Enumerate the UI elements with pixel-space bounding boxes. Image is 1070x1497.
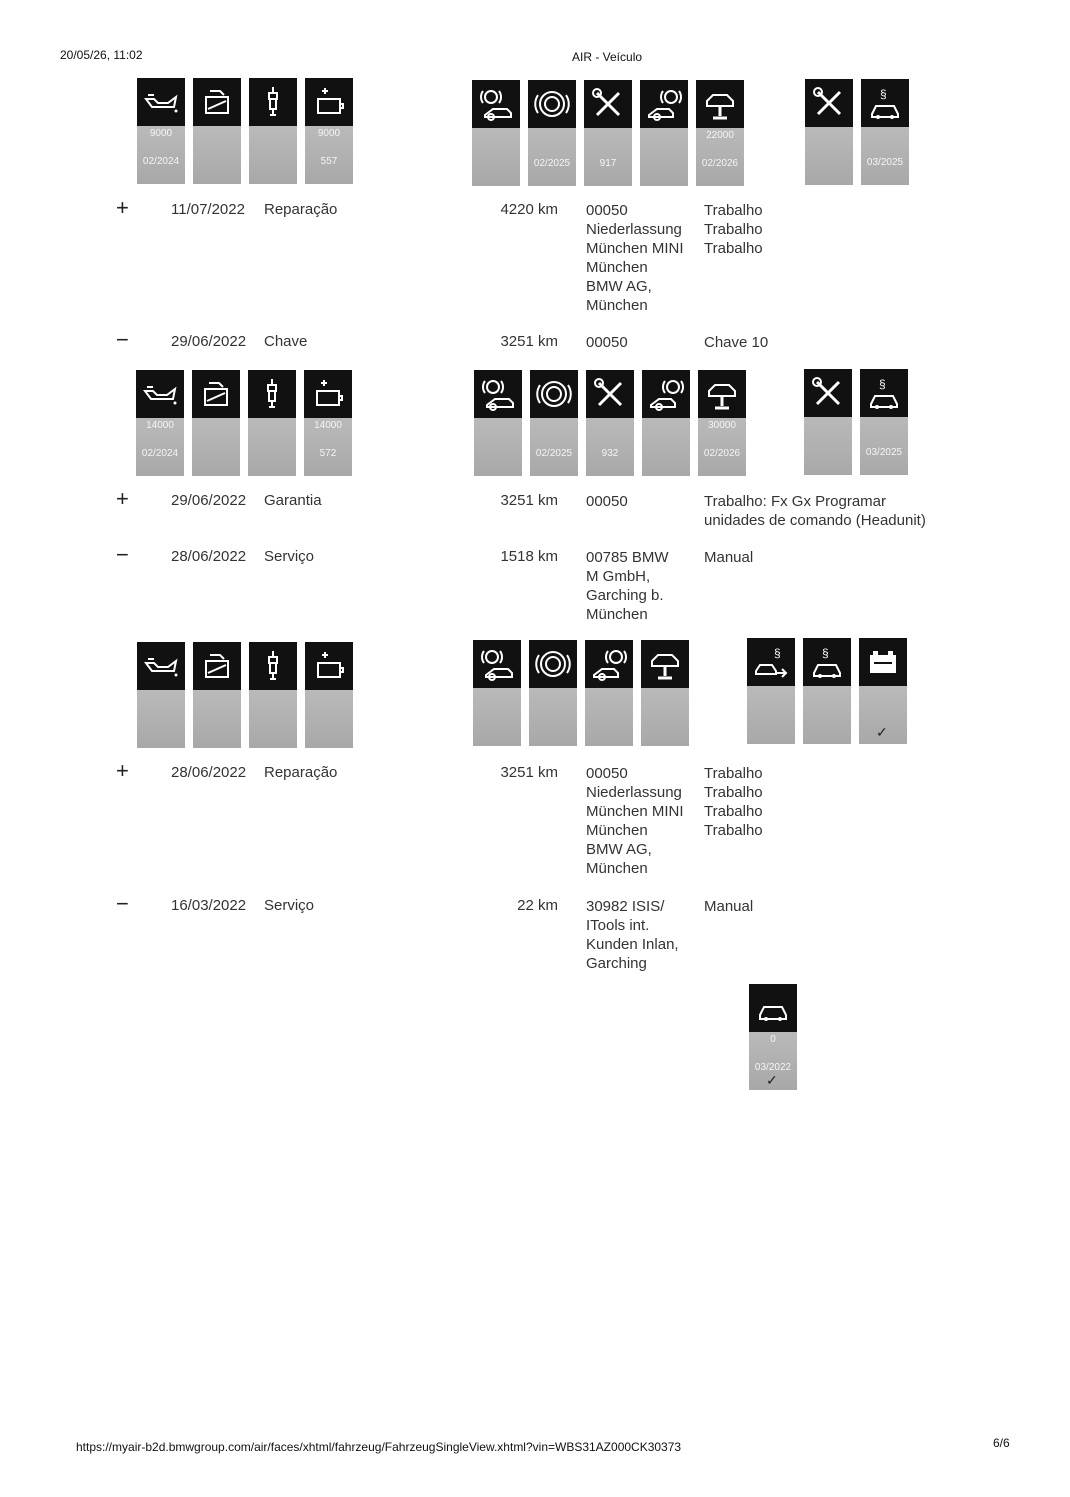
service-tile xyxy=(860,369,908,475)
tile-value: 22000 xyxy=(706,130,734,141)
entry-date: 29/06/2022 xyxy=(171,333,247,350)
service-tile xyxy=(805,79,853,185)
entry-details xyxy=(704,548,753,567)
spark-plug-icon xyxy=(249,642,297,690)
expand-toggle[interactable]: − xyxy=(116,891,129,916)
expand-toggle[interactable]: − xyxy=(116,542,129,567)
detail-line: Manual xyxy=(704,898,754,915)
detail-line: Trabalho xyxy=(704,803,763,820)
detail-line: Trabalho xyxy=(704,784,763,801)
service-tile xyxy=(472,80,520,186)
service-tile xyxy=(474,370,522,476)
svg-text:§: § xyxy=(774,646,781,660)
detail-line: Trabalho xyxy=(704,221,763,238)
service-tile-group xyxy=(137,642,361,748)
dealer-line: 00050 xyxy=(586,202,628,219)
service-tile xyxy=(249,78,297,184)
service-tile xyxy=(248,370,296,476)
dealer-line: München xyxy=(586,606,648,623)
checkmark: ✓ xyxy=(876,724,888,740)
tile-due: 557 xyxy=(320,156,338,167)
dealer-line: Niederlassung xyxy=(586,784,682,801)
service-tile xyxy=(641,640,689,746)
tile-due: 03/2025 xyxy=(866,157,904,168)
battery-icon xyxy=(305,78,353,126)
service-tile xyxy=(586,370,634,476)
service-tile xyxy=(528,80,576,186)
service-tile xyxy=(803,638,851,744)
tile-due: 917 xyxy=(599,158,617,169)
rear-brake-icon xyxy=(642,370,690,418)
entry-details xyxy=(704,897,753,916)
entry-date: 11/07/2022 xyxy=(171,201,245,218)
footer-url: https://myair-b2d.bmwgroup.com/air/faces/xhtml/fahrzeug/FahrzeugSingleView.xhtml?vin=WBS31AZ000CK30373 xyxy=(76,1440,682,1454)
entry-type: Garantia xyxy=(264,492,322,509)
tile-value: 0 xyxy=(770,1034,776,1045)
tile-due: 572 xyxy=(319,448,337,459)
dealer-line: München MINI xyxy=(586,240,684,257)
entry-details xyxy=(704,201,763,258)
print-datetime: 20/05/26, 11:02 xyxy=(60,48,143,62)
entry-mileage: 1518 km xyxy=(500,548,558,565)
battery-icon xyxy=(305,642,353,690)
brake-disc-icon xyxy=(530,370,578,418)
entry-type: Reparação xyxy=(264,764,338,781)
brake-fluid-icon xyxy=(193,78,241,126)
tile-due: 02/2024 xyxy=(141,448,179,459)
service-tile xyxy=(305,78,353,184)
tools-icon xyxy=(584,80,632,128)
service-tile xyxy=(137,642,185,748)
service-tile-group xyxy=(137,78,361,184)
dealer-line: 00050 xyxy=(586,493,628,510)
service-tile xyxy=(642,370,690,476)
dealer-line: Kunden Inlan, xyxy=(586,936,679,953)
svg-text:§: § xyxy=(879,377,886,391)
detail-line: Trabalho xyxy=(704,822,763,839)
service-tile-group xyxy=(473,640,697,746)
dealer-line: München xyxy=(586,297,648,314)
tile-due: 02/2026 xyxy=(703,448,741,459)
service-tile xyxy=(747,638,795,744)
service-tile xyxy=(584,80,632,186)
service-tile xyxy=(696,80,744,186)
dealer-line: BMW AG, xyxy=(586,278,652,295)
dealer-line: München xyxy=(586,822,648,839)
dealer-line: Garching b. xyxy=(586,587,664,604)
entry-dealer xyxy=(586,764,684,878)
service-tile xyxy=(804,369,852,475)
service-tile xyxy=(137,78,185,184)
entry-date: 29/06/2022 xyxy=(171,492,247,509)
entry-date: 28/06/2022 xyxy=(171,548,247,565)
tools-icon xyxy=(805,79,853,127)
dealer-line: Garching xyxy=(586,955,647,972)
oil-can-icon xyxy=(136,370,184,418)
expand-toggle[interactable]: − xyxy=(116,327,129,352)
tools-icon xyxy=(586,370,634,418)
entry-dealer xyxy=(586,201,684,315)
entry-mileage: 4220 km xyxy=(500,201,558,218)
detail-line: Trabalho: Fx Gx Programar xyxy=(704,493,886,510)
front-brake-icon xyxy=(473,640,521,688)
service-tile-group xyxy=(804,369,916,475)
car-lift-icon xyxy=(641,640,689,688)
dealer-line: 00050 xyxy=(586,334,628,351)
entry-date: 28/06/2022 xyxy=(171,764,247,781)
service-tile xyxy=(305,642,353,748)
dealer-line: 00050 xyxy=(586,765,628,782)
tile-value: 30000 xyxy=(708,420,736,431)
entry-details xyxy=(704,333,768,352)
entry-dealer xyxy=(586,897,679,973)
tile-due: 03/2022 xyxy=(754,1062,792,1073)
entry-mileage: 22 km xyxy=(517,897,558,914)
car-inspection-icon xyxy=(860,369,908,417)
dealer-line: Niederlassung xyxy=(586,221,682,238)
entry-dealer xyxy=(586,492,628,511)
tile-due: 932 xyxy=(601,448,619,459)
battery-service-icon xyxy=(859,638,907,686)
page-title: AIR - Veículo xyxy=(572,50,643,64)
dealer-line: München xyxy=(586,860,648,877)
service-tile-group xyxy=(136,370,360,476)
expand-toggle[interactable]: + xyxy=(116,486,129,511)
oil-can-icon xyxy=(137,78,185,126)
car-lift-icon xyxy=(696,80,744,128)
front-brake-icon xyxy=(474,370,522,418)
dealer-line: 00785 BMW xyxy=(586,549,669,566)
spark-plug-icon xyxy=(248,370,296,418)
tile-value: 14000 xyxy=(314,420,342,431)
tile-value: 14000 xyxy=(146,420,174,431)
service-tile xyxy=(529,640,577,746)
service-tile xyxy=(304,370,352,476)
service-tile xyxy=(192,370,240,476)
expand-toggle[interactable]: + xyxy=(116,195,129,220)
car-inspection-icon xyxy=(861,79,909,127)
service-tile xyxy=(473,640,521,746)
car-lift-icon xyxy=(698,370,746,418)
service-tile xyxy=(585,640,633,746)
service-tile xyxy=(193,78,241,184)
checkmark: ✓ xyxy=(766,1072,778,1088)
page-number: 6/6 xyxy=(993,1436,1010,1450)
brake-disc-icon xyxy=(528,80,576,128)
entry-type: Chave xyxy=(264,333,308,350)
tile-due: 02/2026 xyxy=(701,158,739,169)
svg-text:§: § xyxy=(880,87,887,101)
entry-details xyxy=(704,492,926,530)
entry-type: Reparação xyxy=(264,201,338,218)
svg-text:§: § xyxy=(822,646,829,660)
entry-details xyxy=(704,764,763,840)
entry-mileage: 3251 km xyxy=(500,764,558,781)
service-tile-group xyxy=(472,80,752,186)
detail-line: Trabalho xyxy=(704,765,763,782)
tile-due: 03/2025 xyxy=(865,447,903,458)
service-tile xyxy=(249,642,297,748)
tile-due: 02/2024 xyxy=(142,156,180,167)
entry-dealer xyxy=(586,333,628,352)
rear-brake-icon xyxy=(640,80,688,128)
service-tile xyxy=(640,80,688,186)
service-tile xyxy=(698,370,746,476)
service-tile xyxy=(530,370,578,476)
service-tile xyxy=(136,370,184,476)
detail-line: unidades de comando (Headunit) xyxy=(704,512,926,529)
entry-dealer xyxy=(586,548,669,624)
detail-line: Trabalho xyxy=(704,240,763,257)
dealer-line: ITools int. xyxy=(586,917,650,934)
spark-plug-icon xyxy=(249,78,297,126)
service-tile xyxy=(861,79,909,185)
tile-value: 9000 xyxy=(149,128,173,139)
emission-inspection-icon xyxy=(747,638,795,686)
dealer-line: M GmbH, xyxy=(586,568,651,585)
detail-line: Manual xyxy=(704,549,754,566)
rear-brake-icon xyxy=(585,640,633,688)
service-tile-group xyxy=(474,370,754,476)
brake-fluid-icon xyxy=(192,370,240,418)
dealer-line: München xyxy=(586,259,648,276)
dealer-line: BMW AG, xyxy=(586,841,652,858)
entry-date: 16/03/2022 xyxy=(171,897,247,914)
service-tile-group xyxy=(805,79,917,185)
tools-icon xyxy=(804,369,852,417)
detail-line: Chave 10 xyxy=(704,334,769,351)
expand-toggle[interactable]: + xyxy=(116,758,129,783)
brake-fluid-icon xyxy=(193,642,241,690)
service-tile xyxy=(193,642,241,748)
front-brake-icon xyxy=(472,80,520,128)
car-inspection-icon xyxy=(803,638,851,686)
tile-due: 02/2025 xyxy=(535,448,573,459)
entry-mileage: 3251 km xyxy=(500,492,558,509)
entry-mileage: 3251 km xyxy=(500,333,558,350)
car-icon xyxy=(749,984,797,1032)
dealer-line: 30982 ISIS/ xyxy=(586,898,665,915)
tile-value: 9000 xyxy=(317,128,341,139)
service-tile-group xyxy=(747,638,915,744)
entry-type: Serviço xyxy=(264,897,315,914)
entry-type: Serviço xyxy=(264,548,315,565)
oil-can-icon xyxy=(137,642,185,690)
tile-due: 02/2025 xyxy=(533,158,571,169)
brake-disc-icon xyxy=(529,640,577,688)
battery-icon xyxy=(304,370,352,418)
dealer-line: München MINI xyxy=(586,803,684,820)
detail-line: Trabalho xyxy=(704,202,763,219)
